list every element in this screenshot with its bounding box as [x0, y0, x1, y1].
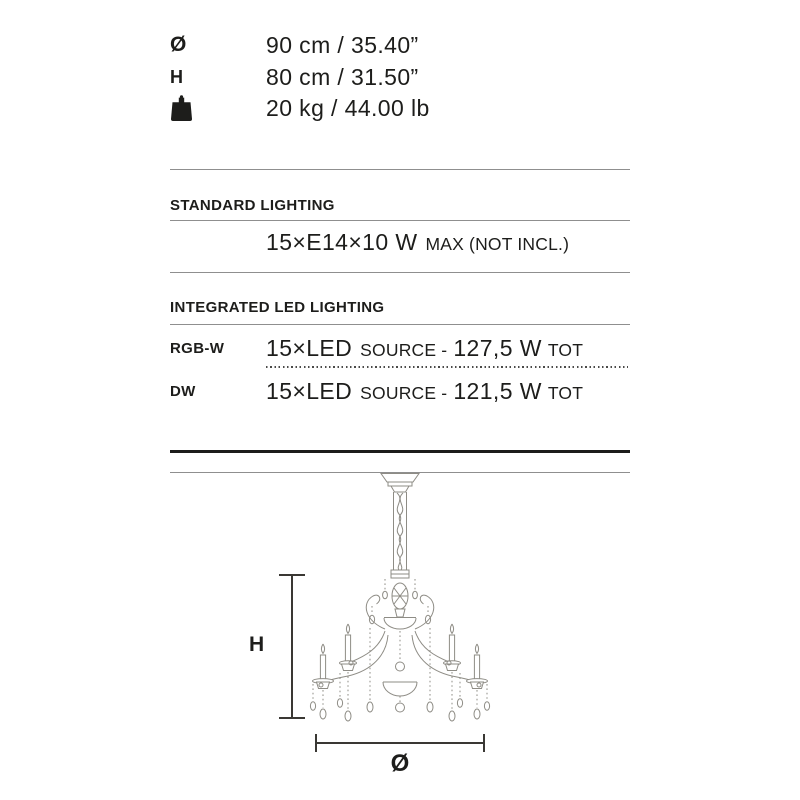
canopy [381, 474, 419, 493]
weight-value: 20 kg / 44.00 lb [266, 94, 430, 121]
led-row-label-dw: DW [170, 383, 196, 400]
spec-row-height [170, 62, 630, 92]
height-value: 80 cm / 31.50” [266, 63, 419, 90]
height-dim-label: H [249, 633, 265, 656]
led-row-value-rgbw [266, 335, 583, 362]
led-power-dw: 121,5 W [453, 378, 542, 404]
diameter-value: 90 cm / 35.40” [266, 31, 419, 58]
standard-bulb-note: MAX (NOT INCL.) [425, 234, 570, 254]
led-row-value-dw [266, 378, 583, 405]
led-row-label-rgbw: RGB-W [170, 340, 225, 357]
diameter-dim-label: Ø [390, 750, 410, 777]
standard-lighting-heading: STANDARD LIGHTING [170, 197, 335, 214]
right-arms [412, 579, 490, 721]
center-drops [383, 631, 417, 712]
divider-dotted [266, 366, 628, 368]
height-icon: H [170, 66, 183, 87]
weight-icon [170, 95, 266, 122]
standard-lighting-value [266, 229, 569, 256]
divider-standard-heading [170, 220, 630, 221]
led-count-rgbw: 15×LED [266, 335, 353, 361]
led-tot-dw: TOT [547, 383, 584, 403]
integrated-led-heading: INTEGRATED LED LIGHTING [170, 299, 385, 316]
spec-row-diameter [170, 30, 630, 60]
divider-led-heading [170, 324, 630, 325]
led-count-dw: 15×LED [266, 378, 353, 404]
led-tot-rgbw: TOT [547, 340, 584, 360]
left-arms [310, 579, 388, 721]
diameter-dim-tick-right [483, 734, 485, 752]
led-source-dw: SOURCE - [360, 383, 448, 403]
standard-bulb-spec: 15×E14×10 W [266, 229, 418, 255]
divider-standard-bottom [170, 272, 630, 273]
led-source-rgbw: SOURCE - [360, 340, 448, 360]
chandelier-drawing [285, 473, 515, 773]
led-power-rgbw: 127,5 W [453, 335, 542, 361]
height-dim-line [291, 576, 293, 717]
diameter-icon: Ø [170, 33, 187, 56]
crown-and-bowl [384, 570, 416, 629]
diameter-dim-line [317, 742, 483, 744]
divider-top [170, 169, 630, 170]
height-dim-cap-bottom [279, 717, 305, 719]
twisted-stem [394, 492, 407, 570]
spec-row-weight [170, 93, 630, 123]
divider-thick [170, 450, 630, 453]
